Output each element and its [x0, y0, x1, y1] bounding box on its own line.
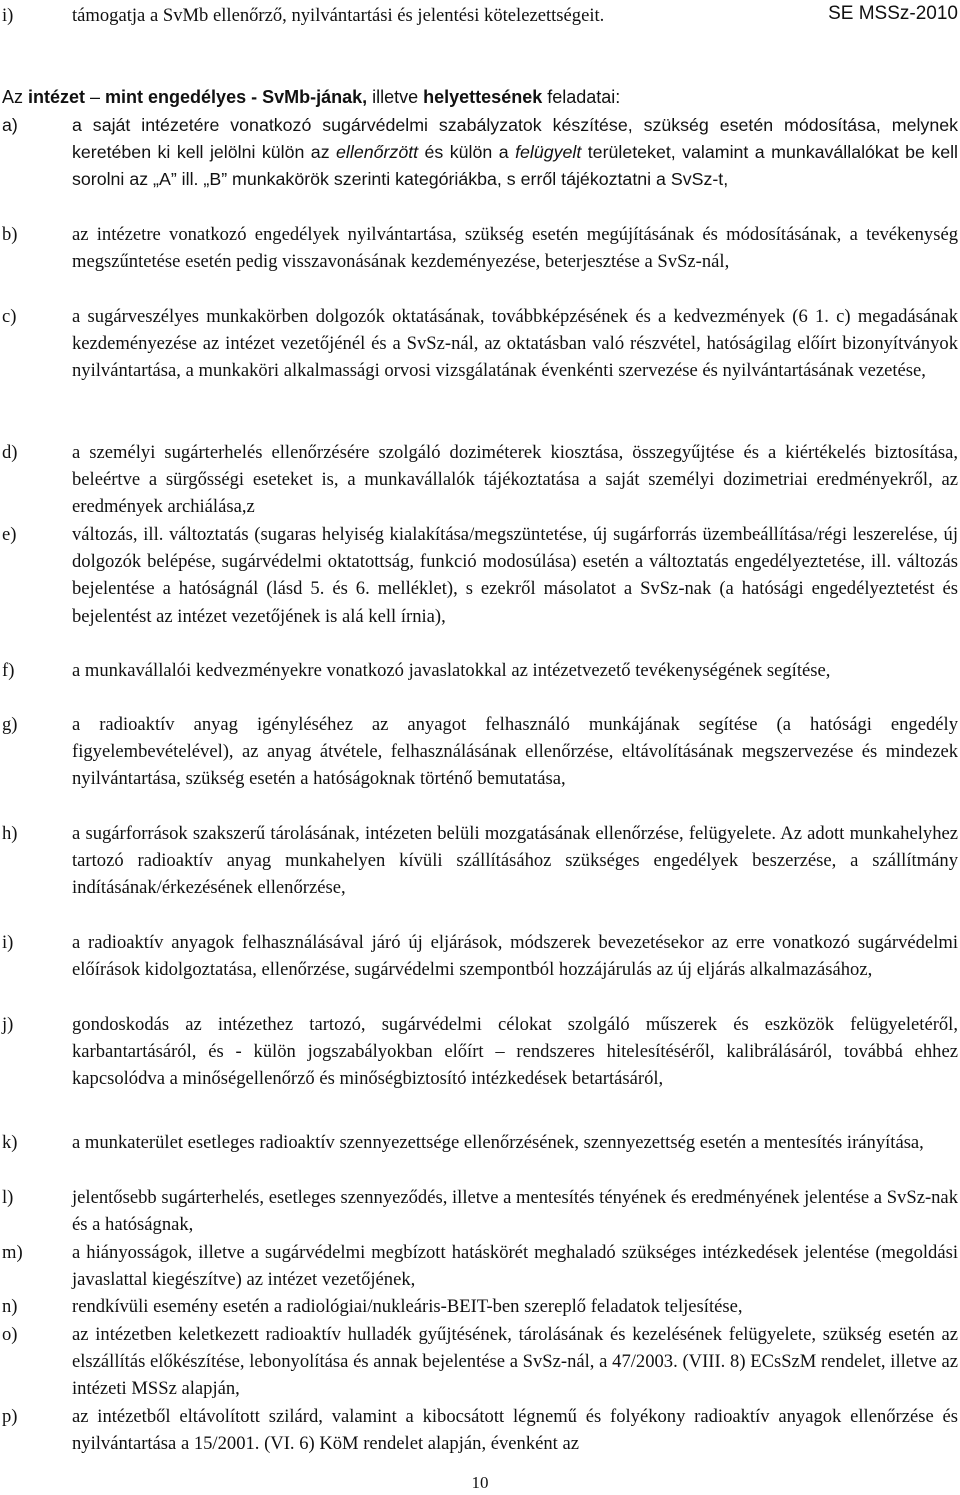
item-text: az intézetre vonatkozó engedélyek nyilvántartása, szükség esetén megújításának és módosításának, a tevékenység megszűntetése esetén pedig visszavonásának kezdeményezése, beterjesztése a SvSz-nál, [72, 224, 958, 273]
item-label: i) [2, 5, 14, 26]
item-text: az intézetben keletkezett radioaktív hulladék gyűjtésének, tárolásának és kezelésének felügyelete, szükség esetén az elszállítás előkészítése, lebonyolítása és annak bejelentése a SvSz-nál, a 47/2003. (VIII. 8) ECsSzM rendelet, illetve az intézeti MSSz alapján, [72, 1324, 958, 1400]
intro-text-2: – [85, 87, 106, 107]
list-item-f [2, 657, 958, 684]
item-label: k) [2, 1132, 18, 1153]
list-item-e [2, 521, 958, 630]
list-item-a [2, 112, 958, 194]
item-text-part: a saját intézetére vonatkozó sugárvédelmi szabályzatok készítése, szükség esetén módosítása, melynek keretében ki kell jelölni külön az [72, 115, 958, 163]
item-label: o) [2, 1324, 18, 1345]
list-item-o [2, 1321, 958, 1403]
page-number: 10 [471, 1473, 489, 1492]
intro-heading [2, 84, 958, 111]
list-item-l [2, 1184, 958, 1238]
list-item-g [2, 711, 958, 793]
list-item-c [2, 303, 958, 385]
item-label: m) [2, 1242, 23, 1263]
intro-bold-2: mint engedélyes - SvMb-jának, [105, 87, 368, 107]
item-label: p) [2, 1406, 18, 1427]
item-label: c) [2, 306, 17, 327]
item-text: támogatja a SvMb ellenőrző, nyilvántartási és jelentési kötelezettségeit. [72, 5, 605, 26]
list-item-n [2, 1293, 958, 1320]
list-item-j [2, 1011, 958, 1093]
item-text: gondoskodás az intézethez tartozó, sugárvédelmi célokat szolgáló műszerek és eszközök felügyeletéről, karbantartásáról, és - külön jogszabályokban előírt – rendszeres hitelesítéséről, kalibrálásáról, továbbá ehhez kapcsolódva a minőségellenőrző és minőségbiztosító intézkedések betartásáról, [72, 1014, 958, 1090]
item-label: h) [2, 823, 18, 844]
item-text: a munkaterület esetleges radioaktív szennyezettsége ellenőrzésének, szennyezettség esetén a mentesítés irányítása, [72, 1132, 924, 1153]
intro-bold-3: helyettesének [423, 87, 543, 107]
item-label: g) [2, 714, 18, 735]
list-item-top [2, 2, 958, 29]
intro-text-3: illetve [367, 87, 424, 107]
list-item-h [2, 820, 958, 902]
item-text: jelentősebb sugárterhelés, esetleges szennyeződés, illetve a mentesítés tényének és eredményének jelentése a SvSz-nak és a hatóságnak, [72, 1187, 958, 1236]
item-text: a személyi sugárterhelés ellenőrzésére szolgáló doziméterek kiosztása, összegyűjtése és a kiértékelés biztosítása, beleértve a sürgősségi eseteket is, a munkavállalók tájékoztatása a saját személyi dozimetriai eredményekről, az eredmények archiálása,z [72, 442, 958, 518]
list-item-k [2, 1129, 958, 1156]
list-item-p [2, 1403, 958, 1457]
item-text: a sugárveszélyes munkakörben dolgozók oktatásának, továbbképzésének és a kedvezmények (6 1. c) megadásának kezdeményezése az intézet vezetőjénél és a SvSz-nál, az oktatásban való részvétel, hatóságilag előírt bizonyítványok nyilvántartása, a munkaköri alkalmassági orvosi vizsgálatának évenkénti szervezése és nyilvántartásának vezetése, [72, 306, 958, 382]
intro-text-4: feladatai: [542, 87, 621, 107]
item-text: a hiányosságok, illetve a sugárvédelmi megbízott hatáskörét meghaladó szükséges intézkedések jelentése (megoldási javaslattal kiegészítve) az intézet vezetőjének, [72, 1242, 958, 1291]
item-label: j) [2, 1014, 14, 1035]
item-text-part: területeket, valamint a munkavállalókat be kell sorolni az „A” ill. „B” munkakörök szerinti kategóriákba, s erről tájékoztatni a SvSz-t, [72, 142, 958, 190]
list-item-b [2, 221, 958, 275]
item-text: a radioaktív anyag igényléséhez az anyagot felhasználó munkájának segítése (a hatósági engedély figyelembevételével), az anyag átvétele, felhasználásának ellenőrzése, eltávolításának megszervezése és mindezek nyilvántartása, szükség esetén a hatóságoknak történő bemutatása, [72, 714, 958, 790]
item-label: b) [2, 224, 18, 245]
item-text: rendkívüli esemény esetén a radiológiai/nukleáris-BEIT-ben szereplő feladatok teljesítése, [72, 1296, 743, 1317]
list-item-i [2, 929, 958, 983]
item-text: változás, ill. változtatás (sugaras helyiség kialakítása/megszüntetése, új sugárforrás üzembeállítása/régi leszerelése, új dolgozók belépése, sugárvédelmi oktatottság, funkció modosúlása) esetén a változtatás engedélyeztetése, ill. változás bejelentése a hatóságnál (lásd 5. és 6. melléklet), s ezekről másolatot a SvSz-nak (a hatósági engedélyeztetést és bejelentést az intézet vezetőjének is alá kell írnia), [72, 524, 958, 627]
item-text [72, 112, 958, 194]
list-item-d [2, 439, 958, 521]
item-label: i) [2, 932, 14, 953]
item-text-part: és külön a [418, 142, 516, 163]
item-label: e) [2, 524, 17, 545]
item-text: az intézetből eltávolított szilárd, valamint a kibocsátott légnemű és folyékony radioaktív anyagok ellenőrzése és nyilvántartása a 15/2001. (VI. 6) KöM rendelet alapján, évenként az [72, 1406, 958, 1455]
document-code: SE MSSz-2010 [828, 3, 958, 24]
item-text: a radioaktív anyagok felhasználásával járó új eljárások, módszerek bevezetésekor az erre vonatkozó sugárvédelmi előírások kidolgoztatása, ellenőrzése, sugárvédelmi szempontból hozzájárulás az új eljárás alkalmazásához, [72, 932, 958, 981]
intro-bold-1: intézet [28, 87, 86, 107]
item-label: d) [2, 442, 18, 463]
item-label: f) [2, 660, 15, 681]
item-text: a munkavállalói kedvezményekre vonatkozó javaslatokkal az intézetvezető tevékenységének segítése, [72, 660, 831, 681]
item-label: l) [2, 1187, 14, 1208]
item-text: a sugárforrások szakszerű tárolásának, intézeten belüli mozgatásának ellenőrzése, felügyelete. Az adott munkahelyhez tartozó radioaktív anyag munkahelyen kívüli szállításához szükséges engedélyek beszerzése, a szállítmány indításának/érkezésének ellenőrzése, [72, 823, 958, 899]
item-italic-term: felügyelt [515, 142, 582, 163]
item-italic-term: ellenőrzött [336, 142, 419, 163]
intro-text-1: Az [2, 87, 29, 107]
item-label: n) [2, 1296, 18, 1317]
list-item-m [2, 1239, 958, 1293]
item-label: a) [2, 115, 18, 135]
